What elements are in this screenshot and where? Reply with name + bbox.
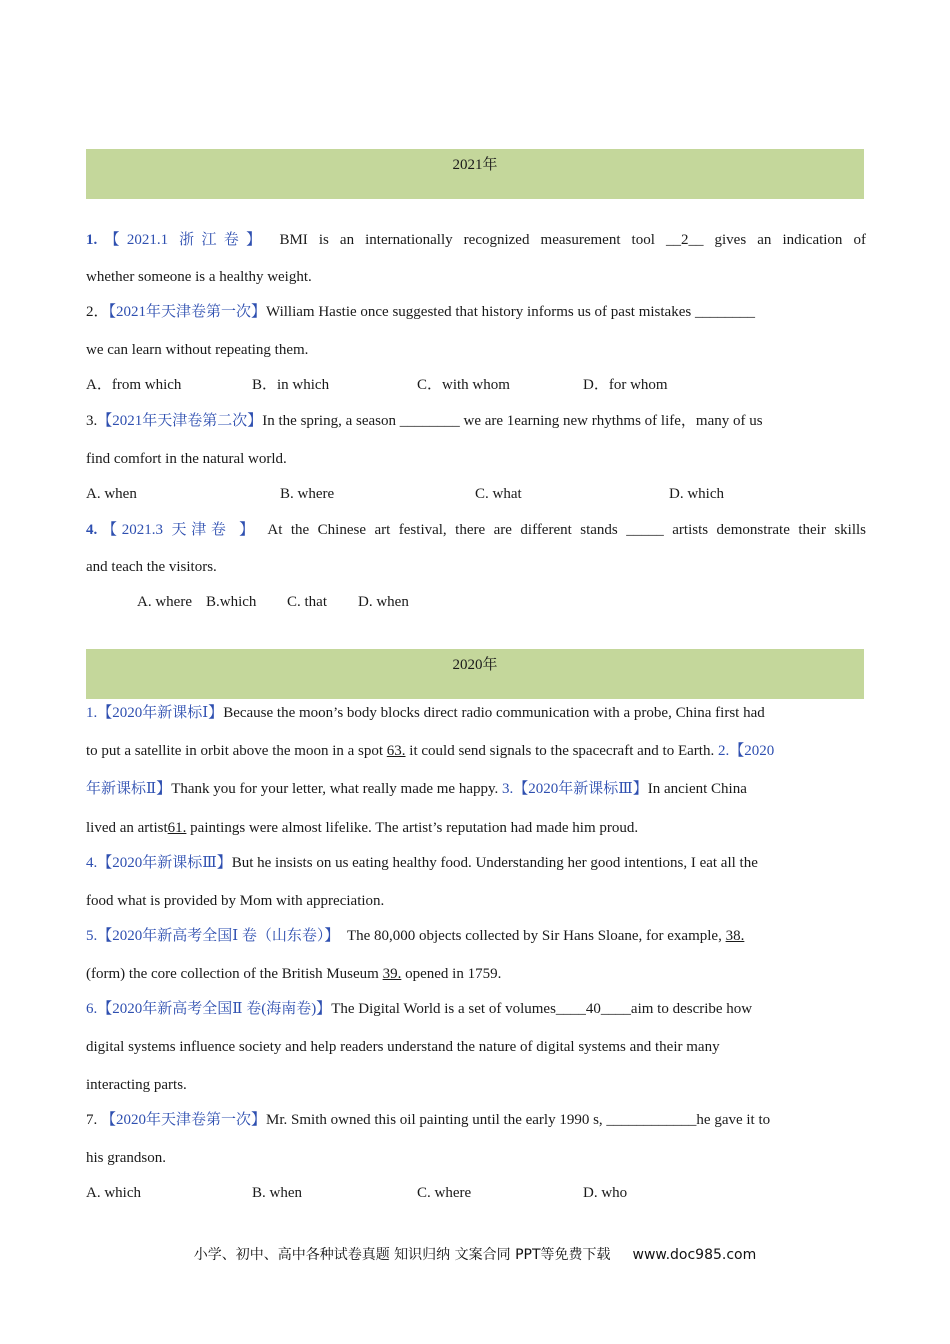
question-source-tag: 年新课标Ⅱ】: [86, 781, 172, 797]
option-c: C. what: [475, 486, 522, 502]
question-6-2020-line-1: 6.【2020年新高考全国Ⅱ 卷(海南卷)】The Digital World is a set of volumes____40____aim to describe how: [86, 1001, 753, 1017]
question-7-2020-line-1: 7. 【2020年天津卷第一次】Mr. Smith owned this oil painting until the early 1990 s, ____________he gave it to: [86, 1112, 771, 1128]
option-b: B.which: [206, 594, 257, 610]
question-source-tag: 【2021.1 浙江卷】: [97, 232, 269, 248]
question-6-2020-line-2: digital systems influence society and help readers understand the nature of digital systems and their many: [86, 1039, 720, 1055]
question-1-2020-line-1: 1.【2020年新课标Ⅰ】Because the moon’s body blocks direct radio communication with a probe, China first had: [86, 705, 765, 721]
question-source-tag: 【2021年天津卷第二次】: [97, 413, 263, 429]
footer-text: 小学、初中、高中各种试卷真题 知识归纳 文案合同 PPT等免费下载: [193, 1247, 611, 1263]
question-6-2020-line-3: interacting parts.: [86, 1077, 187, 1093]
option-d: D. which: [669, 486, 724, 502]
question-2-line-2: we can learn without repeating them.: [86, 342, 309, 358]
question-source-tag: 【2020: [729, 743, 775, 759]
section-year: 2020年: [452, 657, 498, 673]
question-1-line-2: whether someone is a healthy weight.: [86, 269, 312, 285]
page-footer: [0, 1244, 950, 1264]
option-d: D．for whom: [583, 377, 668, 393]
option-c: C．with whom: [417, 377, 510, 393]
option-d: D. who: [583, 1185, 628, 1201]
option-c: C. that: [287, 594, 327, 610]
question-4-line-1: 4.【2021.3 天津卷 】 At the Chinese art festival, there are different stands _____ artists demonstrate their skills: [86, 522, 866, 538]
question-4-2020-line-1: 4.【2020年新课标Ⅲ】But he insists on us eating healthy food. Understanding her good intentions, I eat all the: [86, 855, 758, 871]
question-2-line-1: 2．【2021年天津卷第一次】William Hastie once suggested that history informs us of past mistakes ________: [86, 304, 755, 320]
option-a: A. where: [137, 594, 192, 610]
question-source-tag: 【2020年新课标Ⅲ】: [97, 855, 232, 871]
answer-blank: 63.: [386, 743, 406, 759]
question-4-line-2: and teach the visitors.: [86, 559, 217, 575]
answer-blank: 61.: [167, 820, 187, 836]
question-1-2020-line-2: to put a satellite in orbit above the moon in a spot 63. it could send signals to the spacecraft and to Earth. 2.【2020: [86, 743, 775, 759]
option-b: B. where: [280, 486, 335, 502]
option-d: D. when: [358, 594, 409, 610]
footer-site-link[interactable]: www.doc985.com: [632, 1247, 757, 1263]
option-b: B．in which: [252, 377, 330, 393]
question-4-2020-line-2: food what is provided by Mom with appreciation.: [86, 893, 385, 909]
option-a: A. which: [86, 1185, 141, 1201]
option-b: B. when: [252, 1185, 302, 1201]
answer-blank: 39.: [382, 966, 402, 982]
question-3-line-2: find comfort in the natural world.: [86, 451, 287, 467]
section-year: 2021年: [452, 157, 498, 173]
question-source-tag: 【2021.3 天津卷 】: [97, 522, 259, 538]
option-a: A．from which: [86, 377, 182, 393]
option-a: A. when: [86, 486, 137, 502]
question-5-2020-line-2: (form) the core collection of the British Museum 39. opened in 1759.: [86, 966, 502, 982]
question-source-tag: 【2021年天津卷第一次】: [108, 304, 267, 320]
question-7-2020-line-2: his grandson.: [86, 1150, 166, 1166]
section-header-2020: [86, 649, 864, 699]
question-source-tag: 【2020年天津卷第一次】: [101, 1112, 267, 1128]
question-source-tag: 【2020年新高考全国Ⅰ 卷（山东卷）】: [97, 928, 340, 944]
question-5-2020-line-1: 5.【2020年新高考全国Ⅰ 卷（山东卷）】 The 80,000 objects collected by Sir Hans Sloane, for example, 38.: [86, 928, 745, 944]
question-source-tag: 【2020年新课标Ⅲ】: [513, 781, 648, 797]
answer-blank: 38.: [725, 928, 745, 944]
section-header-2021: [86, 149, 864, 199]
option-c: C. where: [417, 1185, 472, 1201]
question-1-2020-line-4: lived an artist61. paintings were almost lifelike. The artist’s reputation had made him proud.: [86, 820, 639, 836]
question-source-tag: 【2020年新高考全国Ⅱ 卷(海南卷)】: [97, 1001, 332, 1017]
question-1-2020-line-3: 年新课标Ⅱ】Thank you for your letter, what really made me happy. 3.【2020年新课标Ⅲ】In ancient China: [86, 781, 747, 797]
answer-blank: __2__: [665, 232, 704, 248]
question-source-tag: 【2020年新课标Ⅰ】: [97, 705, 224, 721]
question-1-line-1: 1.【2021.1 浙江卷】 BMI is an internationally recognized measurement tool __2__ gives an indication of: [86, 232, 866, 248]
answer-blank: ____40____: [555, 1001, 631, 1017]
question-3-line-1: 3.【2021年天津卷第二次】In the spring, a season ________ we are 1earning new rhythms of life，many of us: [86, 413, 763, 429]
